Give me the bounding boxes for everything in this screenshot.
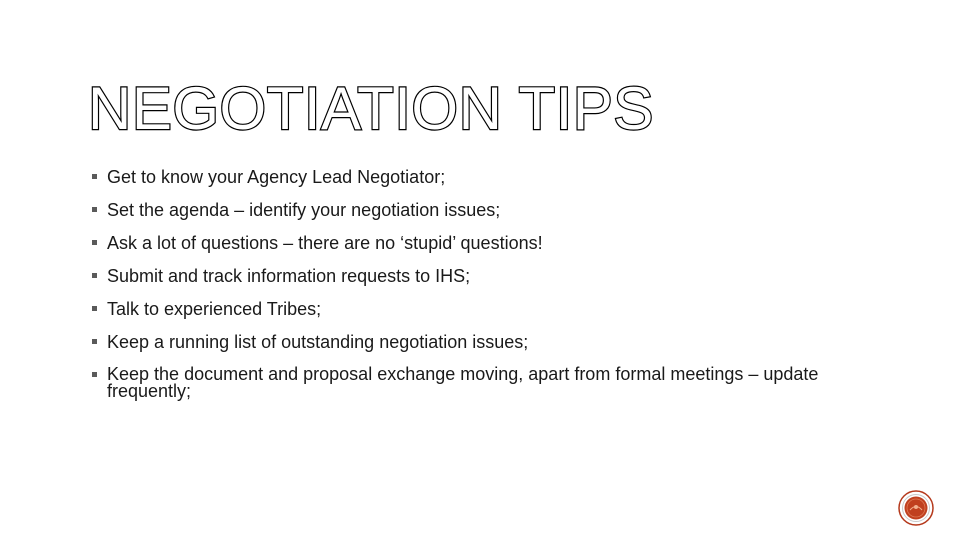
square-bullet-icon — [92, 306, 97, 311]
slide-title-graphic — [88, 74, 788, 142]
square-bullet-icon — [92, 339, 97, 344]
square-bullet-icon — [92, 372, 97, 377]
bullet-item — [92, 300, 852, 318]
bullet-item — [92, 201, 852, 219]
bullet-text: Ask a lot of questions – there are no ‘stupid’ questions! — [107, 233, 543, 253]
bullet-text: Keep the document and proposal exchange moving, apart from formal meetings – update frequently; — [107, 364, 819, 401]
bullet-item — [92, 168, 852, 186]
square-bullet-icon — [92, 174, 97, 179]
bullet-item — [92, 333, 852, 351]
bullet-text: Get to know your Agency Lead Negotiator; — [107, 167, 446, 187]
slide-title: NEGOTIATION TIPS — [88, 75, 654, 142]
slide-title-container — [88, 74, 788, 142]
bullet-list — [92, 168, 852, 415]
bullet-text: Keep a running list of outstanding negotiation issues; — [107, 332, 529, 352]
square-bullet-icon — [92, 207, 97, 212]
bullet-item — [92, 366, 852, 400]
bullet-item — [92, 267, 852, 285]
square-bullet-icon — [92, 240, 97, 245]
bullet-text: Submit and track information requests to IHS; — [107, 266, 471, 286]
bullet-text: Set the agenda – identify your negotiation issues; — [107, 200, 501, 220]
bullet-text: Talk to experienced Tribes; — [107, 299, 322, 319]
bullet-item — [92, 234, 852, 252]
circular-seal-icon — [898, 490, 934, 526]
square-bullet-icon — [92, 273, 97, 278]
